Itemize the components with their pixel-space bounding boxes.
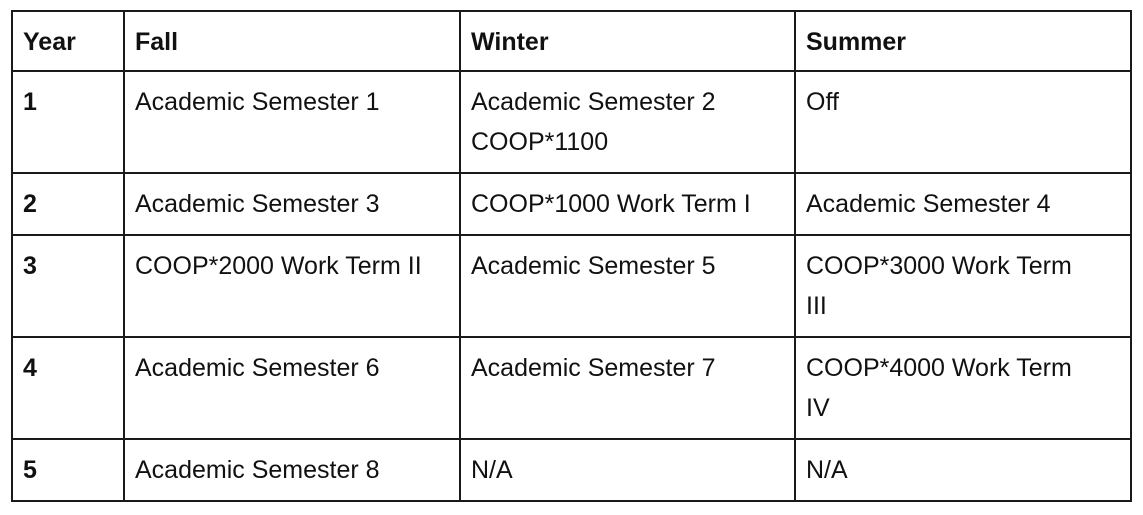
summer-cell xyxy=(795,337,1131,439)
header-winter: Winter xyxy=(460,11,795,71)
cell-line: COOP*1000 Work Term I xyxy=(471,190,751,218)
winter-cell xyxy=(460,439,795,501)
year-cell: 1 xyxy=(12,71,124,173)
table-row xyxy=(12,439,1131,501)
table-row xyxy=(12,337,1131,439)
year-cell: 4 xyxy=(12,337,124,439)
summer-cell xyxy=(795,173,1131,235)
cell-line: Academic Semester 1 xyxy=(135,88,380,116)
header-year: Year xyxy=(12,11,124,71)
winter-cell xyxy=(460,235,795,337)
cell-line: III xyxy=(806,292,827,320)
fall-cell xyxy=(124,337,460,439)
cell-line: Academic Semester 5 xyxy=(471,252,716,280)
winter-cell xyxy=(460,71,795,173)
fall-cell xyxy=(124,235,460,337)
cell-line: N/A xyxy=(806,456,848,484)
cell-line: N/A xyxy=(471,456,513,484)
fall-cell xyxy=(124,439,460,501)
cell-line: Academic Semester 2 xyxy=(471,88,716,116)
table-row xyxy=(12,235,1131,337)
fall-cell xyxy=(124,71,460,173)
cell-line: Academic Semester 3 xyxy=(135,190,380,218)
cell-line: COOP*1100 xyxy=(471,128,609,156)
table-row xyxy=(12,71,1131,173)
year-cell: 5 xyxy=(12,439,124,501)
summer-cell xyxy=(795,439,1131,501)
cell-line: Academic Semester 6 xyxy=(135,354,380,382)
summer-cell xyxy=(795,235,1131,337)
summer-cell xyxy=(795,71,1131,173)
cell-line: COOP*2000 Work Term II xyxy=(135,252,422,280)
coop-schedule-table xyxy=(11,10,1132,502)
header-fall: Fall xyxy=(124,11,460,71)
winter-cell xyxy=(460,337,795,439)
winter-cell xyxy=(460,173,795,235)
cell-line: Off xyxy=(806,88,839,116)
cell-line: COOP*4000 Work Term xyxy=(806,354,1072,382)
year-cell: 3 xyxy=(12,235,124,337)
cell-line: Academic Semester 7 xyxy=(471,354,716,382)
year-cell: 2 xyxy=(12,173,124,235)
fall-cell xyxy=(124,173,460,235)
cell-line: Academic Semester 4 xyxy=(806,190,1051,218)
cell-line: COOP*3000 Work Term xyxy=(806,252,1072,280)
cell-line: IV xyxy=(806,394,830,422)
schedule-table-container xyxy=(11,10,1132,502)
cell-line: Academic Semester 8 xyxy=(135,456,380,484)
table-header-row xyxy=(12,11,1131,71)
table-row xyxy=(12,173,1131,235)
header-summer: Summer xyxy=(795,11,1131,71)
